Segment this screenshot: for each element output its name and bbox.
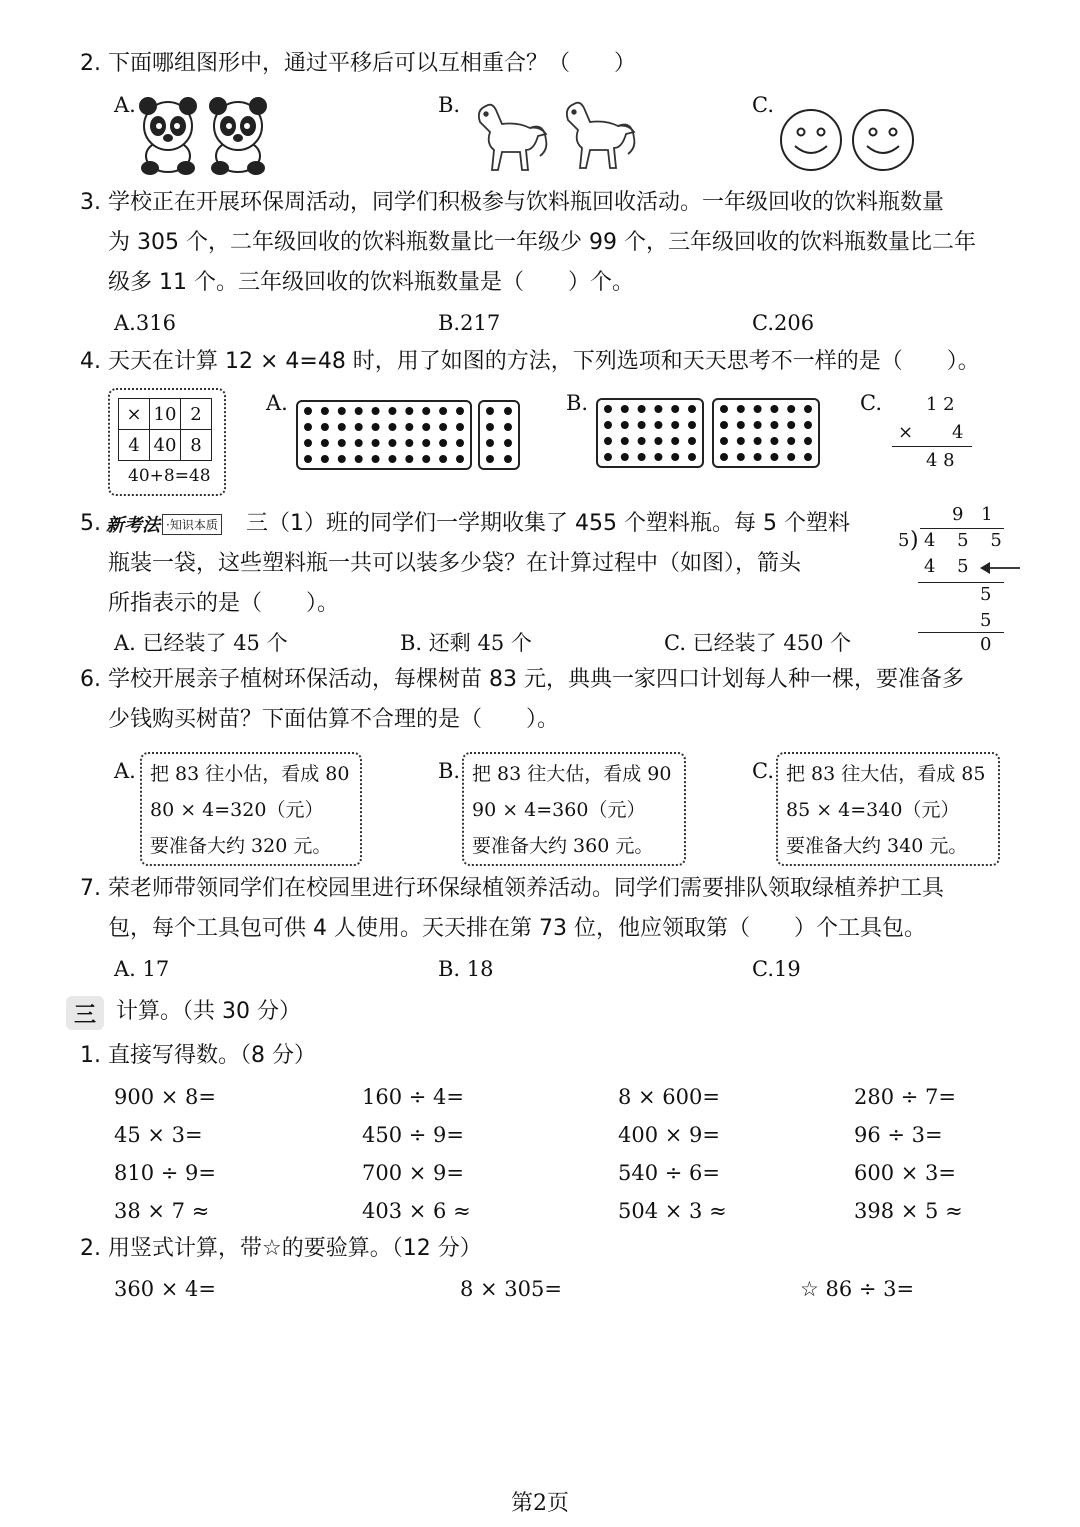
dot — [604, 405, 612, 413]
vertical-top: 1 2 — [926, 394, 955, 415]
estimate-line: 80 × 4=320（元） — [150, 799, 324, 821]
calc-item: 900 × 8= — [114, 1085, 216, 1109]
dot — [321, 423, 329, 431]
division-quotient: 9 1 — [952, 504, 999, 525]
dot — [770, 437, 778, 445]
dot — [671, 453, 679, 461]
dot — [486, 407, 494, 415]
dot — [388, 439, 396, 447]
panda-icon — [210, 98, 266, 174]
dot — [770, 421, 778, 429]
q7-option-c: C.19 — [752, 957, 801, 981]
dot — [604, 421, 612, 429]
dot — [422, 423, 430, 431]
smiley-face-icon — [853, 110, 913, 170]
dot — [372, 407, 380, 415]
question-6-line-2: 少钱购买树苗？下面估算不合理的是（ ）。 — [108, 707, 560, 732]
dot — [787, 453, 795, 461]
q3-option-c: C.206 — [752, 311, 815, 335]
calc-2-title: 2. 用竖式计算，带☆的要验算。（12 分） — [80, 1236, 482, 1261]
dot — [422, 439, 430, 447]
q6-option-a-box — [140, 752, 362, 866]
division-bar — [920, 528, 1004, 529]
q3-option-a: A.316 — [114, 311, 176, 335]
dot — [439, 439, 447, 447]
calc-item: 450 ÷ 9= — [362, 1123, 464, 1147]
section-3-number: 三 — [66, 996, 104, 1030]
dot — [456, 407, 464, 415]
panda-pair-image — [136, 96, 272, 180]
division-bracket: ) — [910, 528, 919, 553]
q6-option-a-label: A. — [114, 759, 136, 783]
panda-icon — [140, 98, 196, 174]
q6-option-b-label: B. — [438, 759, 461, 783]
dot-grid — [480, 402, 518, 468]
dot-array-a-left — [296, 400, 472, 470]
dot — [504, 439, 512, 447]
question-3-line-3: 级多 11 个。三年级回收的饮料瓶数量是（ ）个。 — [108, 270, 634, 295]
smiley-face-icon — [781, 110, 841, 170]
dot — [621, 437, 629, 445]
q4-option-a-label: A. — [266, 391, 288, 415]
q4-option-b-label: B. — [566, 391, 589, 415]
dot — [504, 407, 512, 415]
dot — [388, 455, 396, 463]
multiplication-grid-box — [108, 388, 226, 496]
dot — [405, 455, 413, 463]
dot — [654, 405, 662, 413]
estimate-line: 要准备大约 320 元。 — [150, 835, 332, 857]
grid-cell: 8 — [181, 430, 212, 461]
dot — [422, 407, 430, 415]
division-divisor: 5 — [898, 530, 910, 551]
horse-pair-image — [468, 100, 638, 180]
estimate-line: 把 83 往小估，看成 80 — [150, 763, 350, 785]
dot — [304, 455, 312, 463]
q6-option-c-box — [776, 752, 1000, 866]
dot — [304, 423, 312, 431]
dot — [787, 405, 795, 413]
dot — [338, 455, 346, 463]
question-3-line-1: 3. 学校正在开展环保周活动，同学们积极参与饮料瓶回收活动。一年级回收的饮料瓶数量 — [80, 190, 944, 215]
dot — [486, 455, 494, 463]
dot — [787, 437, 795, 445]
dot — [321, 439, 329, 447]
question-7-line-1: 7. 荣老师带领同学们在校园里进行环保绿植领养活动。同学们需要排队领取绿植养护工具 — [80, 876, 944, 901]
dot — [372, 455, 380, 463]
q5-option-a: A. 已经装了 45 个 — [114, 631, 288, 655]
estimate-line: 85 × 4=340（元） — [786, 799, 960, 821]
dot — [355, 407, 363, 415]
dot — [355, 439, 363, 447]
dot — [372, 439, 380, 447]
q3-option-b: B.217 — [438, 311, 501, 335]
calc-item: 160 ÷ 4= — [362, 1085, 464, 1109]
calc-item: 280 ÷ 7= — [854, 1085, 956, 1109]
new-method-badge — [106, 512, 222, 536]
calc-item: 8 × 600= — [618, 1085, 720, 1109]
long-division — [896, 502, 1026, 658]
dot-grid — [598, 400, 702, 466]
dot — [439, 407, 447, 415]
q4-option-c-label: C. — [860, 391, 882, 415]
dot — [504, 455, 512, 463]
grid-sum: 40+8=48 — [128, 466, 211, 486]
q2-option-b-label: B. — [438, 93, 461, 117]
dot — [388, 407, 396, 415]
dot — [456, 455, 464, 463]
smiley-pair-image — [778, 108, 918, 176]
dot — [754, 453, 762, 461]
dot — [754, 405, 762, 413]
dot — [720, 405, 728, 413]
dot — [688, 437, 696, 445]
division-remainder: 0 — [980, 634, 992, 655]
grid-cell: 40 — [150, 430, 181, 461]
dot — [621, 405, 629, 413]
dot-grid — [714, 400, 818, 466]
dot — [654, 453, 662, 461]
question-5-line-1: 三（1）班的同学们一学期收集了 455 个塑料瓶。每 5 个塑料 — [246, 511, 850, 536]
horse-icon — [567, 103, 635, 168]
question-5-line-3: 所指表示的是（ ）。 — [108, 591, 340, 616]
dot — [604, 437, 612, 445]
vertical-multiplier: 4 — [952, 422, 964, 443]
dot-array-b-left — [596, 398, 704, 468]
dot — [688, 405, 696, 413]
q5-option-c: C. 已经装了 450 个 — [664, 631, 852, 655]
dot — [638, 405, 646, 413]
grid-cell: 4 — [119, 430, 150, 461]
vertical-calc-item: 360 × 4= — [114, 1277, 216, 1301]
dot — [688, 421, 696, 429]
division-rule-1 — [918, 582, 1004, 583]
dot — [321, 455, 329, 463]
calc-item: 403 × 6 ≈ — [362, 1199, 471, 1223]
dot — [439, 455, 447, 463]
dot — [405, 423, 413, 431]
calc-item: 398 × 5 ≈ — [854, 1199, 963, 1223]
badge-sub-text: ·知识本质 — [162, 514, 222, 535]
q6-option-c-label: C. — [752, 759, 774, 783]
dot — [338, 423, 346, 431]
dot — [486, 423, 494, 431]
dot — [638, 421, 646, 429]
dot — [304, 407, 312, 415]
dot — [604, 453, 612, 461]
vertical-calc-item: 8 × 305= — [460, 1277, 562, 1301]
q2-option-c-label: C. — [752, 93, 774, 117]
dot — [654, 437, 662, 445]
question-6-line-1: 6. 学校开展亲子植树环保活动，每棵树苗 83 元，典典一家四口计划每人种一棵，要准备多 — [80, 667, 964, 692]
estimate-line: 把 83 往大估，看成 85 — [786, 763, 986, 785]
dot — [720, 453, 728, 461]
calc-item: 38 × 7 ≈ — [114, 1199, 210, 1223]
dot — [737, 453, 745, 461]
question-5-number: 5. — [80, 511, 101, 536]
dot — [737, 437, 745, 445]
dot — [486, 439, 494, 447]
section-3-title: 计算。（共 30 分） — [116, 999, 301, 1024]
grid-cell: 2 — [181, 399, 212, 430]
calc-item: 540 ÷ 6= — [618, 1161, 720, 1185]
vertical-operator: × — [898, 422, 914, 443]
dot — [405, 439, 413, 447]
dot — [688, 453, 696, 461]
question-2-text: 2. 下面哪组图形中，通过平移后可以互相重合？（ ） — [80, 51, 636, 76]
q7-option-b: B. 18 — [438, 957, 494, 981]
dot — [754, 421, 762, 429]
dot — [439, 423, 447, 431]
calc-item: 400 × 9= — [618, 1123, 720, 1147]
q7-option-a: A. 17 — [114, 957, 170, 981]
grid-cell: 10 — [150, 399, 181, 430]
dot — [671, 437, 679, 445]
calc-1-title: 1. 直接写得数。（8 分） — [80, 1043, 316, 1068]
horse-icon — [479, 105, 547, 170]
dot-grid — [298, 402, 470, 468]
grid-cell: × — [119, 399, 150, 430]
calc-item: 504 × 3 ≈ — [618, 1199, 727, 1223]
dot — [355, 423, 363, 431]
dot — [787, 421, 795, 429]
calc-item: 810 ÷ 9= — [114, 1161, 216, 1185]
dot — [754, 437, 762, 445]
division-dividend: 4 5 5 — [924, 530, 1010, 551]
dot — [388, 423, 396, 431]
dot — [770, 453, 778, 461]
question-4-text: 4. 天天在计算 12 × 4=48 时，用了如图的方法，下列选项和天天思考不一样的是（ ）。 — [80, 349, 980, 374]
dot — [737, 405, 745, 413]
dot — [654, 421, 662, 429]
division-rule-2 — [918, 632, 1004, 633]
vertical-rule — [892, 446, 972, 447]
calc-item: 600 × 3= — [854, 1161, 956, 1185]
estimate-line: 90 × 4=360（元） — [472, 799, 646, 821]
estimate-line: 要准备大约 340 元。 — [786, 835, 968, 857]
estimate-line: 把 83 往大估，看成 90 — [472, 763, 672, 785]
dot — [804, 405, 812, 413]
dot — [804, 453, 812, 461]
dot — [422, 455, 430, 463]
q5-option-b: B. 还剩 45 个 — [400, 631, 532, 655]
division-step-3: 5 — [980, 610, 992, 631]
question-7-line-2: 包，每个工具包可供 4 人使用。天天排在第 73 位，他应领取第（ ）个工具包。 — [108, 916, 926, 941]
dot — [671, 421, 679, 429]
division-step-1: 4 5 — [924, 556, 977, 577]
page-number: 第2页 — [511, 1491, 569, 1516]
calc-item: 700 × 9= — [362, 1161, 464, 1185]
estimate-line: 要准备大约 360 元。 — [472, 835, 654, 857]
dot — [321, 407, 329, 415]
q6-option-b-box — [462, 752, 686, 866]
question-5-line-2: 瓶装一袋，这些塑料瓶一共可以装多少袋？在计算过程中（如图），箭头 — [108, 551, 802, 576]
dot — [355, 455, 363, 463]
dot — [456, 439, 464, 447]
dot — [720, 421, 728, 429]
dot — [638, 453, 646, 461]
dot — [804, 421, 812, 429]
dot — [304, 439, 312, 447]
badge-main-text: 新考法 — [106, 515, 160, 536]
dot — [671, 405, 679, 413]
dot — [770, 405, 778, 413]
question-3-line-2: 为 305 个，二年级回收的饮料瓶数量比一年级少 99 个，三年级回收的饮料瓶数量比二年 — [108, 230, 976, 255]
dot — [621, 453, 629, 461]
calc-item: 45 × 3= — [114, 1123, 203, 1147]
dot — [338, 439, 346, 447]
dot-array-a-right — [478, 400, 520, 470]
dot — [737, 421, 745, 429]
dot-array-b-right — [712, 398, 820, 468]
dot — [804, 437, 812, 445]
dot — [456, 423, 464, 431]
vertical-calc-item: ☆ 86 ÷ 3= — [800, 1277, 915, 1301]
vertical-result: 4 8 — [926, 450, 955, 471]
dot — [638, 437, 646, 445]
dot — [504, 423, 512, 431]
dot — [720, 437, 728, 445]
dot — [338, 407, 346, 415]
dot — [621, 421, 629, 429]
arrow-left-icon — [980, 560, 1022, 576]
multiplication-grid — [118, 398, 212, 461]
division-step-2: 5 — [980, 584, 992, 605]
dot — [405, 407, 413, 415]
q2-option-a-label: A. — [114, 93, 136, 117]
dot — [372, 423, 380, 431]
calc-item: 96 ÷ 3= — [854, 1123, 943, 1147]
